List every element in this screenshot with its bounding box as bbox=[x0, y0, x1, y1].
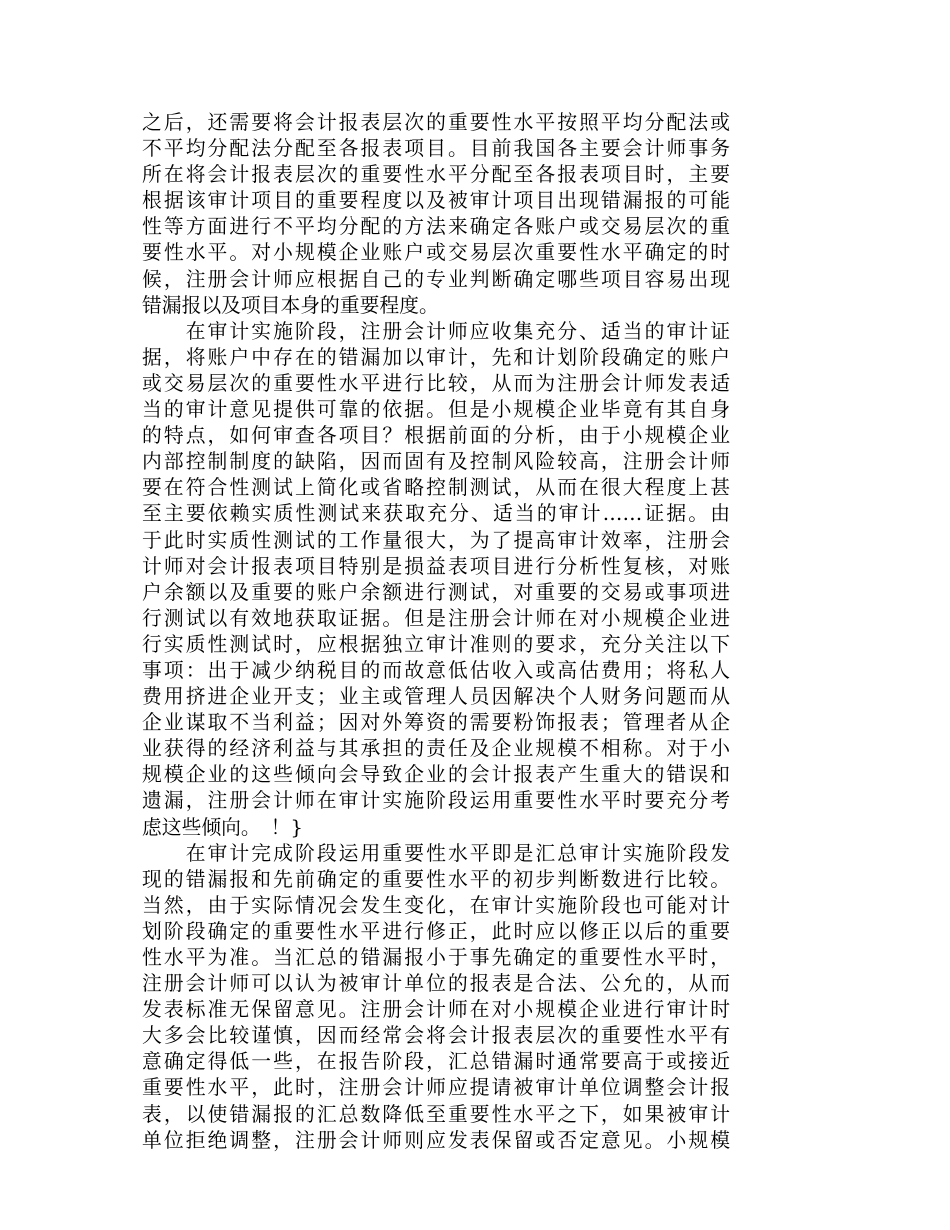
text-line: 性等方面进行不平均分配的方法来确定各账户或交易层次的重 bbox=[142, 215, 730, 239]
text-line: 大多会比较谨慎，因而经常会将会计报表层次的重要性水平有 bbox=[142, 1024, 730, 1048]
text-line: 注册会计师可以认为被审计单位的报表是合法、公允的，从而 bbox=[142, 972, 730, 996]
text-line: 企业谋取不当利益；因对外筹资的需要粉饰报表；管理者从企 bbox=[142, 711, 730, 735]
text-line: 错漏报以及项目本身的重要程度。 bbox=[142, 293, 439, 317]
paragraph bbox=[142, 319, 730, 841]
text-line: 于此时实质性测试的工作量很大，为了提高审计效率，注册会 bbox=[142, 528, 730, 552]
text-line: 要性水平。对小规模企业账户或交易层次重要性水平确定的时 bbox=[142, 241, 730, 265]
text-line: 当然，由于实际情况会发生变化，在审计实施阶段也可能对计 bbox=[142, 893, 730, 917]
document-body-text bbox=[142, 110, 730, 1154]
text-line: 在审计完成阶段运用重要性水平即是汇总审计实施阶段发 bbox=[142, 841, 730, 865]
text-line: 行实质性测试时，应根据独立审计准则的要求，充分关注以下 bbox=[142, 632, 730, 656]
text-line: 行测试以有效地获取证据。但是注册会计师在对小规模企业进 bbox=[142, 606, 730, 630]
text-line: 虑这些倾向。 ！} bbox=[142, 815, 303, 839]
text-line: 户余额以及重要的账户余额进行测试，对重要的交易或事项进 bbox=[142, 580, 730, 604]
text-line: 现的错漏报和先前确定的重要性水平的初步判断数进行比较。 bbox=[142, 867, 730, 891]
text-line: 计师对会计报表项目特别是损益表项目进行分析性复核，对账 bbox=[142, 554, 730, 578]
text-line: 划阶段确定的重要性水平进行修正，此时应以修正以后的重要 bbox=[142, 919, 730, 943]
text-line: 遗漏，注册会计师在审计实施阶段运用重要性水平时要充分考 bbox=[142, 789, 730, 813]
text-line: 至主要依赖实质性测试来获取充分、适当的审计……证据。由 bbox=[142, 502, 730, 526]
text-line: 费用挤进企业开支；业主或管理人员因解决个人财务问题而从 bbox=[142, 685, 730, 709]
text-line: 表，以使错漏报的汇总数降低至重要性水平之下，如果被审计 bbox=[142, 1102, 730, 1126]
text-line: 规模企业的这些倾向会导致企业的会计报表产生重大的错误和 bbox=[142, 763, 730, 787]
paragraph bbox=[142, 841, 730, 1154]
text-line: 单位拒绝调整，注册会计师则应发表保留或否定意见。小规模 bbox=[142, 1128, 730, 1152]
text-line: 的特点，如何审查各项目？根据前面的分析，由于小规模企业 bbox=[142, 424, 730, 448]
text-line: 事项：出于减少纳税目的而故意低估收入或高估费用；将私人 bbox=[142, 658, 730, 682]
text-line: 所在将会计报表层次的重要性水平分配至各报表项目时，主要 bbox=[142, 163, 730, 187]
text-line: 业获得的经济利益与其承担的责任及企业规模不相称。对于小 bbox=[142, 737, 730, 761]
text-line: 发表标准无保留意见。注册会计师在对小规模企业进行审计时 bbox=[142, 998, 730, 1022]
paragraph bbox=[142, 110, 730, 319]
text-line: 或交易层次的重要性水平进行比较，从而为注册会计师发表适 bbox=[142, 371, 730, 395]
text-line: 内部控制制度的缺陷，因而固有及控制风险较高，注册会计师 bbox=[142, 450, 730, 474]
text-line: 性水平为准。当汇总的错漏报小于事先确定的重要性水平时， bbox=[142, 946, 730, 969]
text-line: 不平均分配法分配至各报表项目。目前我国各主要会计师事务 bbox=[142, 137, 730, 161]
text-line: 之后，还需要将会计报表层次的重要性水平按照平均分配法或 bbox=[142, 111, 730, 134]
text-line: 据，将账户中存在的错漏加以审计，先和计划阶段确定的账户 bbox=[142, 345, 730, 369]
text-line: 意确定得低一些，在报告阶段，汇总错漏时通常要高于或接近 bbox=[142, 1050, 730, 1074]
text-line: 候，注册会计师应根据自己的专业判断确定哪些项目容易出现 bbox=[142, 267, 730, 291]
text-line: 重要性水平，此时，注册会计师应提请被审计单位调整会计报 bbox=[142, 1076, 730, 1100]
text-line: 当的审计意见提供可靠的依据。但是小规模企业毕竟有其自身 bbox=[142, 398, 730, 422]
text-line: 在审计实施阶段，注册会计师应收集充分、适当的审计证 bbox=[142, 319, 730, 343]
text-line: 要在符合性测试上简化或省略控制测试，从而在很大程度上甚 bbox=[142, 476, 730, 500]
text-line: 根据该审计项目的重要程度以及被审计项目出现错漏报的可能 bbox=[142, 189, 730, 213]
